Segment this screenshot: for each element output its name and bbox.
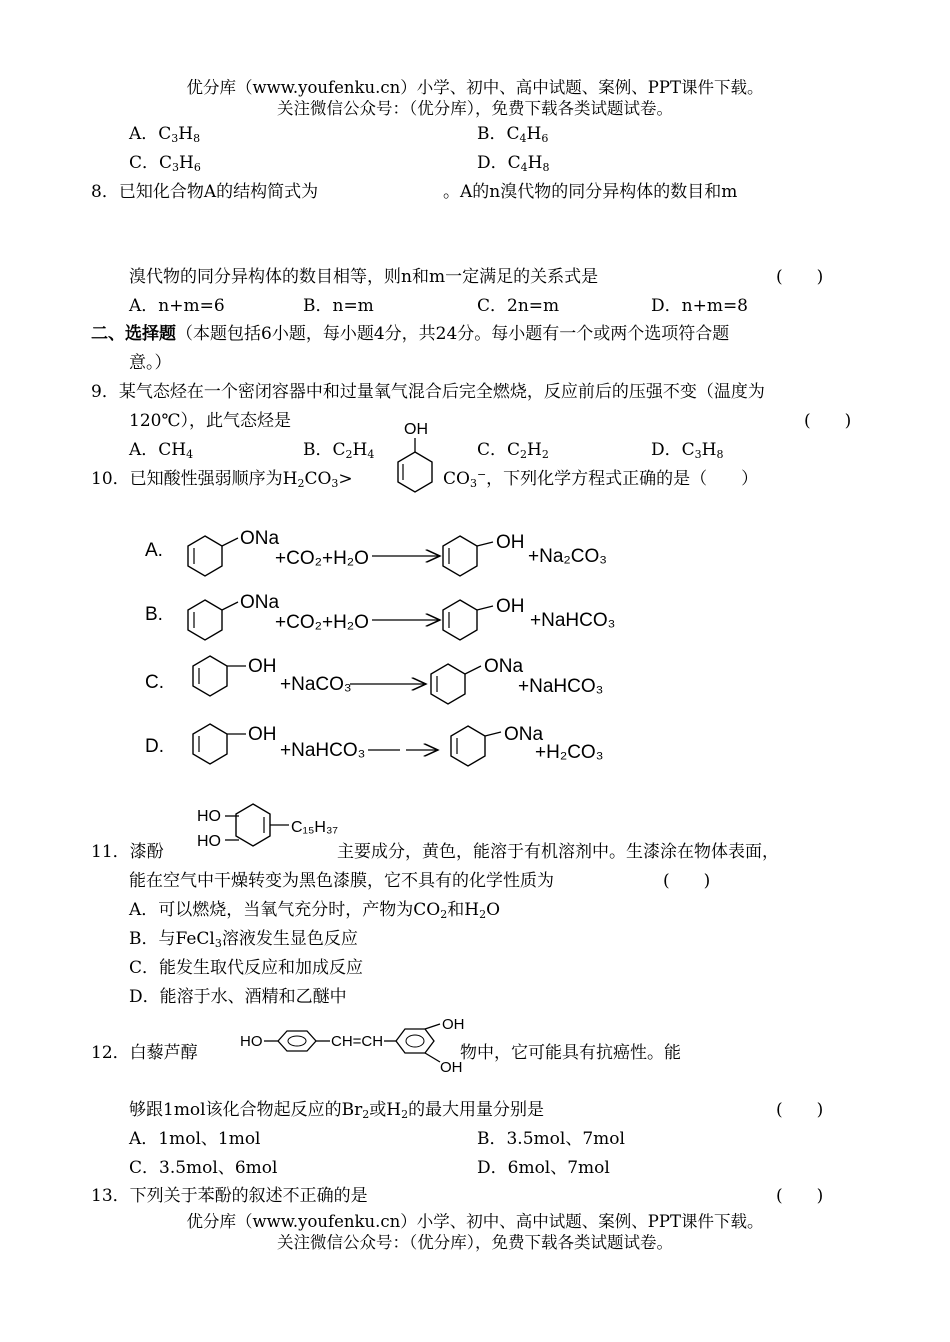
q8-option-d: D．n+m=8	[651, 296, 749, 316]
q10-a-label: A.	[145, 540, 163, 561]
q10-a-product2: +Na₂CO₃	[528, 546, 607, 567]
q9-option-c: C．$C_2H_2$	[477, 440, 549, 461]
header-line-1: 优分库（www.youfenku.cn）小学、初中、高中试题、案例、PPT课件下载。	[186, 78, 764, 97]
q10-d-label: D.	[145, 736, 164, 757]
q12-option-a: A．1mol、1mol	[129, 1129, 261, 1149]
resveratrol-oh-1: OH	[442, 1016, 465, 1033]
section2-desc: （本题包括6小题，每小题4分，共24分。每小题有一个或两个选项符合题	[176, 324, 730, 344]
header-line-2: 关注微信公众号：（优分库），免费下载各类试题试卷。	[277, 99, 673, 118]
q8-option-b: B．n=m	[303, 296, 374, 316]
q10-b-product-group: OH	[496, 596, 525, 617]
q12-option-d: D．6mol、7mol	[477, 1158, 610, 1178]
resveratrol-structure	[240, 1014, 480, 1078]
q9-stem-line2: 120℃），此气态烃是	[129, 411, 291, 431]
q12-stem-part1: 12．白藜芦醇	[91, 1043, 198, 1063]
resveratrol-ho: HO	[240, 1033, 263, 1050]
resveratrol-oh-2: OH	[440, 1059, 463, 1076]
phenol-oh-label: OH	[404, 421, 428, 438]
q10-a-coreactants: +CO₂+H₂O	[275, 548, 369, 569]
q9-stem: 9．某气态烃在一个密闭容器中和过量氧气混合后完全燃烧，反应前后的压强不变（温度为	[91, 382, 765, 402]
q10-a-product-group: OH	[496, 532, 525, 553]
q8-answer-bracket: ( )	[776, 267, 824, 287]
q11-stem-part1: 11．漆酚	[91, 842, 164, 862]
q11-answer-bracket: ( )	[663, 871, 711, 891]
q10-stem-part2: $CO_3^-$，下列化学方程式正确的是（ ）	[443, 468, 759, 490]
q12-option-c: C．3.5mol、6mol	[129, 1158, 278, 1178]
section2-heading	[91, 323, 729, 345]
q10-c-coreactants: +NaCO₃	[280, 674, 352, 695]
q12-option-b: B．3.5mol、7mol	[477, 1129, 625, 1149]
q12-stem-part2: 物中，它可能具有抗癌性。能	[460, 1043, 681, 1063]
q10-d-product2: +H₂CO₃	[535, 742, 604, 763]
q8-stem-part2: 。A的n溴代物的同分异构体的数目和m	[443, 182, 738, 202]
q10-reaction-options	[140, 520, 630, 790]
footer-line-1: 优分库（www.youfenku.cn）小学、初中、高中试题、案例、PPT课件下载。	[186, 1212, 764, 1231]
q13-answer-bracket: ( )	[776, 1186, 824, 1206]
q10-b-label: B.	[145, 604, 163, 625]
q11-option-c: C．能发生取代反应和加成反应	[129, 958, 364, 978]
q9-option-b: B．$C_2H_4$	[303, 440, 375, 461]
q10-b-reactant-group: ONa	[240, 592, 280, 613]
q10-b-coreactants: +CO₂+H₂O	[275, 612, 369, 633]
q8-option-c: C．2n=m	[477, 296, 560, 316]
q8-option-a: A．n+m=6	[129, 296, 225, 316]
resveratrol-vinylene: CH=CH	[331, 1033, 384, 1050]
q12-answer-bracket: ( )	[776, 1100, 824, 1120]
q10-c-product-group: ONa	[484, 656, 524, 677]
phenol-structure	[395, 418, 445, 496]
q11-option-d: D．能溶于水、酒精和乙醚中	[129, 987, 347, 1007]
q10-option-d	[145, 724, 603, 766]
q10-b-product2: +NaHCO₃	[530, 610, 616, 631]
urushiol-ho-1: HO	[197, 808, 221, 825]
urushiol-ho-2: HO	[197, 833, 221, 850]
q12-stem-line2: 够跟1mol该化合物起反应的$Br_2$或$H_2$的最大用量分别是	[129, 1100, 545, 1121]
q10-d-coreactants: +NaHCO₃	[280, 740, 366, 761]
q9-answer-bracket: ( )	[804, 411, 852, 431]
q10-c-label: C.	[145, 672, 164, 693]
q10-option-c	[145, 656, 603, 704]
q8-stem-part1: 8．已知化合物A的结构简式为	[91, 182, 319, 202]
footer-line-2: 关注微信公众号：（优分库），免费下载各类试题试卷。	[277, 1233, 673, 1252]
q7-option-b: B．$C_4H_6$	[477, 124, 549, 145]
q11-option-b: B．与FeCl$_3$溶液发生显色反应	[129, 929, 358, 950]
q7-option-a: A．$C_3H_8$	[129, 124, 201, 145]
q10-d-product-group: ONa	[504, 724, 544, 745]
urushiol-side-chain: C₁₅H₃₇	[291, 819, 338, 836]
q10-c-reactant-group: OH	[248, 656, 277, 677]
q10-a-reactant-group: ONa	[240, 528, 280, 549]
q8-stem-line2: 溴代物的同分异构体的数目相等，则n和m一定满足的关系式是	[129, 267, 599, 287]
urushiol-structure	[195, 796, 360, 858]
q9-option-d: D．$C_3H_8$	[651, 440, 724, 461]
q11-stem-line2: 能在空气中干燥转变为黑色漆膜，它不具有的化学性质为	[129, 871, 554, 891]
section2-title: 二、选择题	[91, 324, 176, 344]
q10-option-b	[145, 592, 615, 640]
q10-d-reactant-group: OH	[248, 724, 277, 745]
q7-option-c: C．$C_3H_6$	[129, 153, 201, 174]
q10-option-a	[145, 528, 607, 576]
q10-c-product2: +NaHCO₃	[518, 676, 604, 697]
q10-stem-part1: 10．已知酸性强弱顺序为$H_2CO_3>$	[91, 469, 353, 490]
section2-desc-line2: 意。）	[129, 353, 172, 373]
q7-option-d: D．$C_4H_8$	[477, 153, 550, 174]
q11-option-a: A．可以燃烧，当氧气充分时，产物为$CO_2$和$H_2O$	[129, 900, 500, 921]
q11-stem-part2: 主要成分，黄色，能溶于有机溶剂中。生漆涂在物体表面，	[337, 842, 779, 862]
q13-stem: 13．下列关于苯酚的叙述不正确的是	[91, 1186, 368, 1206]
q9-option-a: A．$CH_4$	[129, 440, 194, 461]
